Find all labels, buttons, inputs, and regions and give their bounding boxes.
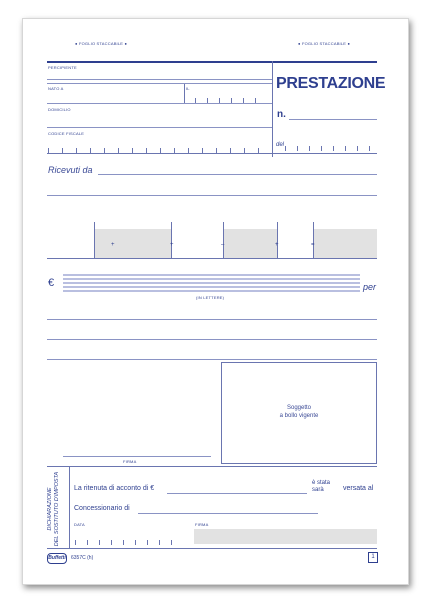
operator-equals: = (311, 242, 315, 248)
bullet-icon: ● (347, 41, 351, 46)
ricevuti-da-label: Ricevuti da (48, 165, 93, 175)
ritenuta-text: La ritenuta di acconto di (74, 485, 149, 492)
col-importo: Importo ricevuto (337, 222, 377, 228)
ricevuti-da-field-2[interactable] (47, 195, 377, 196)
data-label: DATA (74, 522, 85, 527)
euro-icon: € (48, 277, 55, 289)
in-lettere-label: (IN LETTERE) (196, 295, 225, 300)
side-label-2: DEL SOSTITUTO D'IMPOSTA (54, 471, 60, 547)
foglio-label-left: FOGLIO STACCABILE (78, 41, 124, 46)
sara-label: sarà (312, 487, 324, 493)
title-divider (272, 61, 273, 157)
declaration-top (47, 466, 377, 467)
stata-label: è stata (312, 480, 331, 486)
causale-field-3[interactable] (47, 359, 377, 360)
operator-plus: + (111, 242, 115, 248)
ritenuta-amount-field[interactable] (167, 493, 307, 494)
col-contributi: Contrib. previdenz. (198, 222, 244, 228)
number-label: n. (277, 109, 286, 120)
percipiente-field[interactable] (47, 79, 272, 80)
form-code: 6357C (h) (71, 555, 94, 561)
stamp-text-2: a bollo vigente (279, 413, 319, 419)
causale-field-1[interactable] (47, 319, 377, 320)
nato-a-field[interactable] (47, 103, 272, 104)
firma-label: FIRMA (123, 459, 137, 464)
bullet-icon: ● (298, 41, 301, 46)
stamp-box (221, 362, 377, 464)
data-ticks[interactable] (75, 537, 175, 545)
codice-fiscale-label: CODICE FISCALE (48, 131, 85, 136)
col-rimborsi: Rimborsi (146, 222, 168, 228)
stamp-text-1: Soggetto (286, 405, 312, 411)
document-title: PRESTAZIONE (276, 75, 386, 92)
versata-al-label: versata al (343, 485, 374, 492)
col-ritenuta: Ritenuta d'acconto (251, 222, 297, 228)
col-sep (171, 222, 172, 258)
operator-minus: – (221, 242, 225, 248)
rimborsi-shade (94, 229, 171, 258)
col-sep (313, 222, 314, 258)
ritenuta-row (74, 485, 154, 492)
signature-field[interactable] (63, 456, 211, 457)
client-block-bottom (47, 153, 377, 154)
del-date-ticks[interactable] (285, 143, 375, 151)
separator (47, 83, 272, 84)
domicilio-field[interactable] (47, 127, 272, 128)
bullet-icon: ● (124, 41, 128, 46)
receipt-form-sheet (22, 18, 409, 585)
del-label: del (276, 142, 285, 148)
causale-field-2[interactable] (47, 339, 377, 340)
top-border (47, 61, 377, 63)
signature-shaded-field[interactable] (194, 529, 377, 544)
table-bottom (47, 258, 377, 259)
firma-label-2: FIRMA (195, 522, 209, 527)
codice-fiscale-ticks[interactable] (48, 145, 272, 153)
date-ticks (185, 95, 271, 103)
col-corrispettivo: Corrispettivo prestazione (49, 222, 110, 228)
importo-shade (313, 229, 377, 258)
col-sep (223, 222, 224, 258)
number-field[interactable] (289, 119, 377, 120)
col-bollo: Bollo (312, 222, 326, 228)
concessionario-label: Concessionario di (74, 505, 130, 512)
brand-logo: Buffetti (47, 553, 67, 564)
col-sep (94, 222, 95, 258)
concessionario-field[interactable] (138, 513, 318, 514)
page-number: 1 (368, 552, 378, 563)
side-label-1: DICHIARAZIONE (47, 487, 53, 531)
col-sep (277, 222, 278, 258)
stata-sara (312, 480, 330, 494)
declaration-side-divider (69, 466, 70, 548)
nato-a-label: NATO A (48, 86, 64, 91)
declaration-bottom (47, 548, 377, 549)
il-label: IL (186, 86, 190, 91)
foglio-staccabile-left (75, 41, 127, 46)
amount-in-words-field[interactable] (63, 274, 360, 294)
operator-plus: + (170, 242, 174, 248)
bullet-icon: ● (75, 41, 78, 46)
per-label: per (363, 282, 377, 292)
foglio-label-right: FOGLIO STACCABILE (301, 41, 347, 46)
percipiente-label: PERCIPIENTE (48, 65, 77, 70)
operator-plus: + (275, 242, 279, 248)
domicilio-label: DOMICILIO (48, 107, 71, 112)
declaration-side-label (47, 464, 61, 554)
ritenuta-shade (223, 229, 277, 258)
euro-icon: € (150, 485, 155, 492)
foglio-staccabile-right (298, 41, 350, 46)
ricevuti-da-field[interactable] (98, 174, 377, 175)
